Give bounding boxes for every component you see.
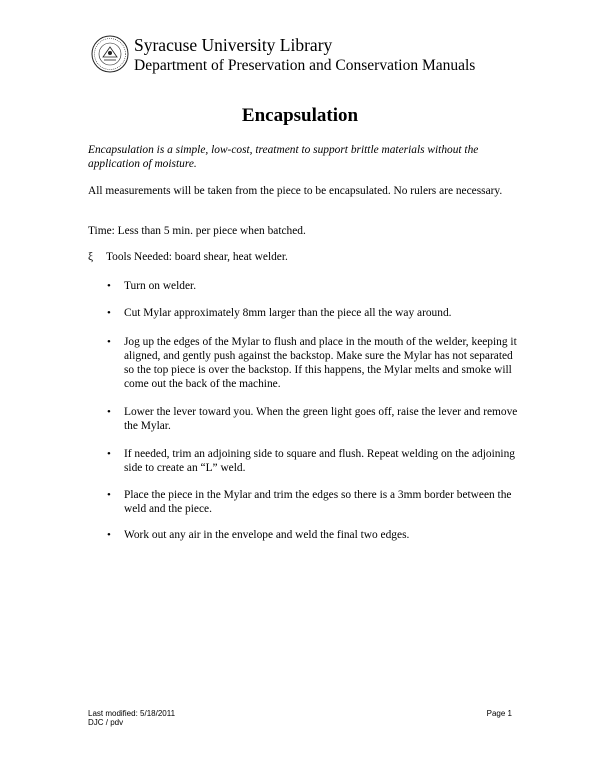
bullet-icon: • — [107, 529, 111, 541]
list-item: Turn on welder. — [124, 280, 197, 292]
footer-author: DJC / pdv — [88, 718, 124, 727]
list-item: Lower the lever toward you. When the green light goes off, raise the lever and remove the Mylar. — [124, 406, 518, 432]
bullet-icon: • — [107, 448, 111, 460]
list-item: Place the piece in the Mylar and trim the edges so there is a 3mm border between the weld and the piece. — [124, 489, 512, 515]
bullet-icon: • — [107, 280, 111, 292]
library-name: Syracuse University Library — [134, 35, 333, 55]
bullet-icon: • — [107, 336, 111, 348]
list-item: If needed, trim an adjoining side to square and flush. Repeat welding on the adjoining side to create an “L” weld. — [124, 448, 515, 474]
bullet-icon: • — [107, 406, 111, 418]
tools-marker: ξ — [88, 251, 94, 263]
list-item: Cut Mylar approximately 8mm larger than the piece all the way around. — [124, 307, 452, 319]
tools-text: Tools Needed: board shear, heat welder. — [106, 251, 288, 263]
footer-last-modified: Last modified: 5/18/2011 — [88, 709, 176, 718]
university-seal-icon — [91, 35, 129, 73]
list-item: Jog up the edges of the Mylar to flush and place in the mouth of the welder, keeping it aligned, and gently push against the backstop. Make sure the Mylar has not separated so the top piece is over the backstop. If this happens, the Mylar melts and smoke will come out the back of the machine. — [124, 336, 517, 390]
list-item: Work out any air in the envelope and weld the final two edges. — [124, 529, 410, 541]
page-title: Encapsulation — [241, 105, 359, 126]
bullet-icon: • — [107, 489, 111, 501]
intro-paragraph: Encapsulation is a simple, low-cost, treatment to support brittle materials without the application of moisture. — [88, 144, 479, 170]
time-paragraph: Time: Less than 5 min. per piece when batched. — [88, 225, 306, 237]
footer-page-number: Page 1 — [486, 709, 512, 718]
bullet-icon: • — [107, 307, 111, 319]
department-name: Department of Preservation and Conservation Manuals — [134, 57, 476, 74]
measurements-paragraph: All measurements will be taken from the piece to be encapsulated. No rulers are necessary. — [88, 185, 503, 197]
